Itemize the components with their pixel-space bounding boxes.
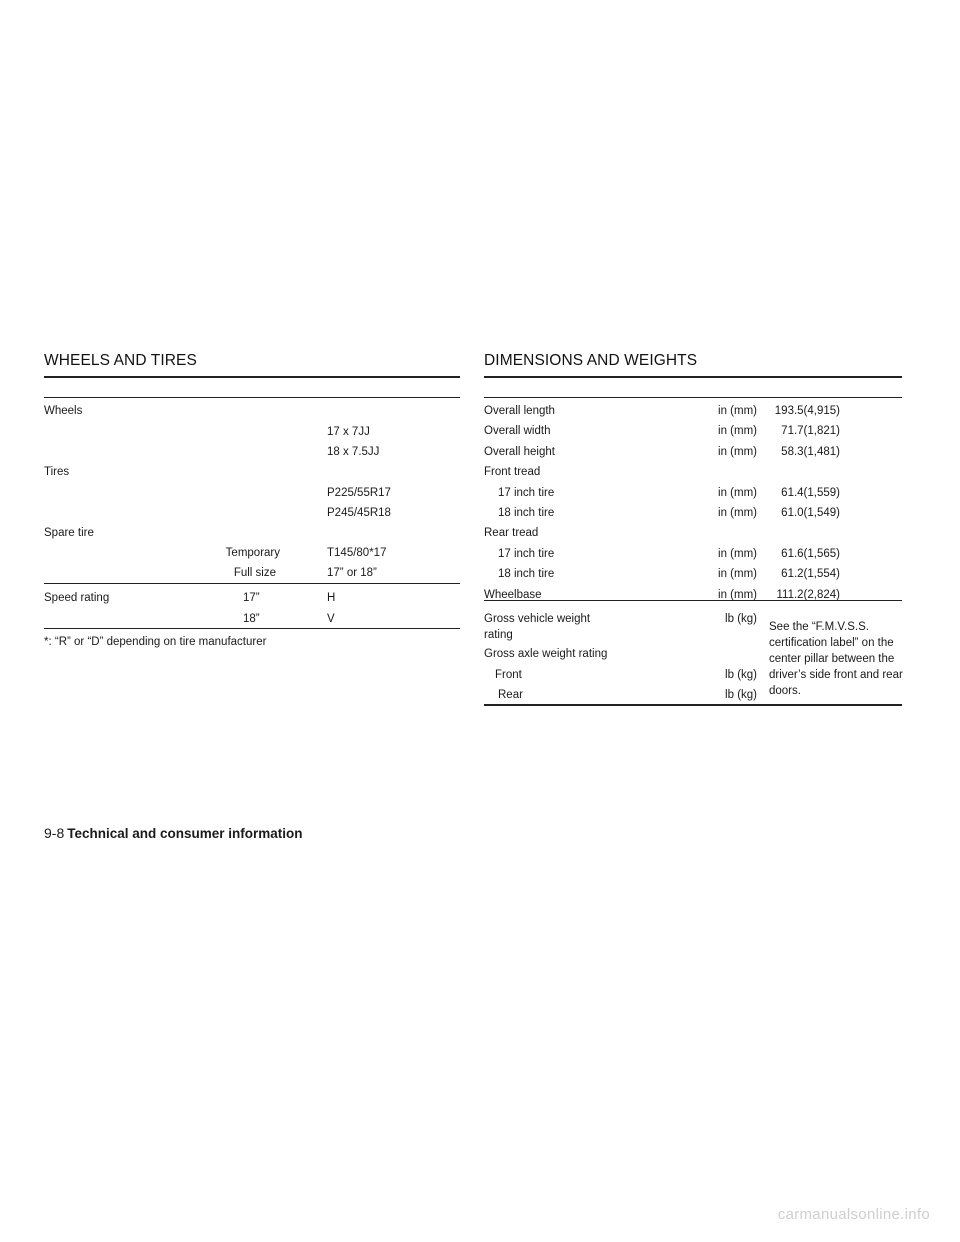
weight-label-note: See the “F.M.V.S.S. certification label” on the center pillar between the driver’s side front and rear doors. [769, 621, 903, 697]
dimension-value: 61.2(1,554) [781, 568, 840, 580]
dimension-label: 18 inch tire [498, 507, 555, 519]
spare-type: Full size [233, 567, 276, 579]
heading-rule [484, 376, 902, 378]
table-top-rule [484, 397, 902, 398]
table-bottom-rule [484, 704, 902, 706]
speed-rating-value: V [327, 613, 335, 625]
dimension-value: 71.7(1,821) [781, 425, 840, 437]
gvwr-unit: lb (kg) [725, 613, 757, 625]
dimension-unit: in (mm) [718, 548, 757, 560]
table-top-rule [44, 397, 460, 398]
dimension-value: 61.0(1,549) [781, 507, 840, 519]
wheel-size: 17 x 7JJ [327, 426, 370, 438]
dimension-unit: in (mm) [718, 446, 757, 458]
gawr-front-unit: lb (kg) [725, 669, 757, 681]
dimension-value: 193.5(4,915) [774, 405, 840, 417]
dimension-label: Overall width [484, 425, 551, 437]
spare-size: T145/80*17 [327, 547, 387, 559]
page-number: 9-8 [44, 825, 65, 841]
dimension-value: 58.3(1,481) [781, 446, 840, 458]
tires-label: Tires [44, 466, 70, 478]
dimension-unit: in (mm) [718, 507, 757, 519]
dimension-label: Overall height [484, 446, 555, 458]
gawr-rear-unit: lb (kg) [725, 689, 757, 701]
speed-rating-label: Speed rating [44, 592, 110, 604]
gvwr-label: Gross vehicle weight [484, 613, 591, 625]
gawr-label: Gross axle weight rating [484, 648, 608, 660]
spare-rule [44, 583, 460, 584]
dimension-value: 61.6(1,565) [781, 548, 840, 560]
dimension-label: 17 inch tire [498, 548, 555, 560]
spare-type: Temporary [225, 547, 280, 559]
tire-footnote: *: “R” or “D” depending on tire manufacturer [44, 636, 267, 648]
dimension-label: 18 inch tire [498, 568, 555, 580]
dimensions-weights-heading: DIMENSIONS AND WEIGHTS [484, 352, 698, 369]
dimension-unit: in (mm) [718, 589, 757, 601]
speed-rule [44, 628, 460, 629]
tire-size: P245/45R18 [327, 507, 391, 519]
dimension-value: 111.2(2,824) [776, 589, 840, 601]
heading-rule [44, 376, 460, 378]
gawr-front-label: Front [495, 669, 522, 681]
gawr-rear-label: Rear [498, 689, 523, 701]
spare-size: 17” or 18” [327, 567, 377, 579]
dimension-label: Overall length [484, 405, 555, 417]
speed-rating-value: H [327, 592, 336, 604]
watermark: carmanualsonline.info [777, 1206, 930, 1223]
dimension-label: 17 inch tire [498, 487, 555, 499]
dimension-unit: in (mm) [718, 568, 757, 580]
gvwr-label-cont: rating [484, 629, 513, 641]
wheels-tires-heading: WHEELS AND TIRES [44, 352, 197, 369]
wheels-label: Wheels [44, 405, 83, 417]
wheelbase-rule [484, 600, 902, 601]
spare-tire-label: Spare tire [44, 527, 94, 539]
tire-size: P225/55R17 [327, 487, 391, 499]
speed-wheel-size: 18” [243, 613, 260, 625]
dimension-label: Wheelbase [484, 589, 542, 601]
dimension-value: 61.4(1,559) [781, 487, 840, 499]
dimension-unit: in (mm) [718, 425, 757, 437]
dimension-label: Rear tread [484, 527, 539, 539]
dimension-unit: in (mm) [718, 405, 757, 417]
section-title: Technical and consumer information [67, 826, 303, 841]
page-footer [44, 825, 303, 843]
dimension-label: Front tread [484, 466, 541, 478]
wheel-size: 18 x 7.5JJ [327, 446, 380, 458]
speed-wheel-size: 17” [243, 592, 260, 604]
dimension-unit: in (mm) [718, 487, 757, 499]
